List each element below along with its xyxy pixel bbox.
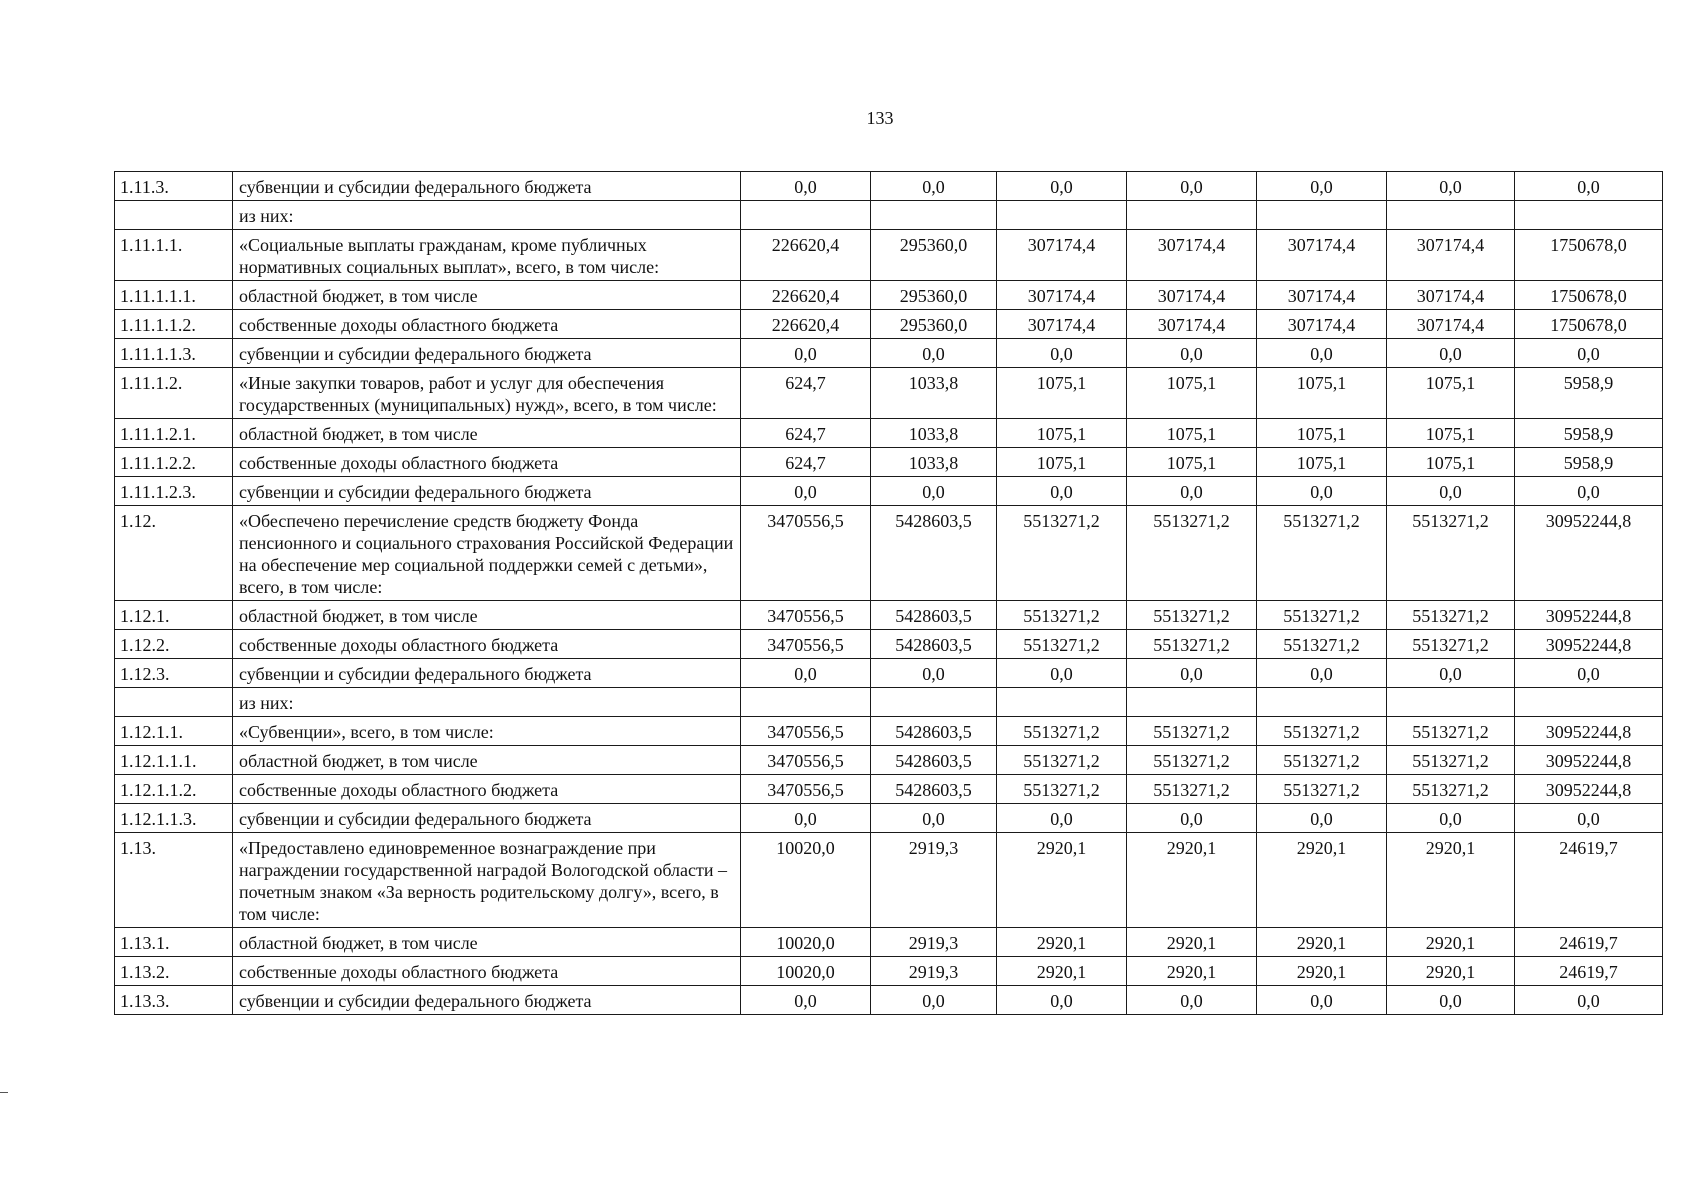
row-label: «Предоставлено единовременное вознаграждение при награждении государственной наградой Вологодской области – почетным знаком «За верность родительскому долгу», всего, в том числе: xyxy=(233,833,741,928)
table-row xyxy=(115,172,1663,201)
value-cell: 5428603,5 xyxy=(871,601,997,630)
value-cell: 3470556,5 xyxy=(741,717,871,746)
table-row xyxy=(115,630,1663,659)
row-code: 1.12. xyxy=(115,506,233,601)
row-code: 1.13.2. xyxy=(115,957,233,986)
value-cell: 0,0 xyxy=(1387,477,1515,506)
value-cell: 0,0 xyxy=(997,986,1127,1015)
value-cell: 307174,4 xyxy=(997,281,1127,310)
value-cell: 1033,8 xyxy=(871,419,997,448)
value-cell: 1075,1 xyxy=(1257,419,1387,448)
value-cell: 307174,4 xyxy=(1257,281,1387,310)
value-cell: 3470556,5 xyxy=(741,775,871,804)
value-cell: 1075,1 xyxy=(1127,419,1257,448)
value-cell: 30952244,8 xyxy=(1515,717,1663,746)
value-cell: 5513271,2 xyxy=(1127,506,1257,601)
value-cell: 2920,1 xyxy=(1127,833,1257,928)
value-cell xyxy=(871,688,997,717)
value-cell: 5513271,2 xyxy=(1257,506,1387,601)
value-cell: 0,0 xyxy=(997,659,1127,688)
row-code: 1.12.1.1.2. xyxy=(115,775,233,804)
value-cell: 295360,0 xyxy=(871,310,997,339)
value-cell xyxy=(1387,688,1515,717)
value-cell: 0,0 xyxy=(741,986,871,1015)
row-code: 1.12.3. xyxy=(115,659,233,688)
row-label: областной бюджет, в том числе xyxy=(233,601,741,630)
value-cell: 2919,3 xyxy=(871,833,997,928)
value-cell: 1750678,0 xyxy=(1515,281,1663,310)
value-cell: 5428603,5 xyxy=(871,630,997,659)
value-cell: 0,0 xyxy=(1257,477,1387,506)
value-cell: 30952244,8 xyxy=(1515,601,1663,630)
value-cell: 5513271,2 xyxy=(1127,746,1257,775)
table-row xyxy=(115,477,1663,506)
value-cell: 5958,9 xyxy=(1515,368,1663,419)
row-code: 1.11.3. xyxy=(115,172,233,201)
value-cell xyxy=(1257,688,1387,717)
row-code: 1.11.1.2. xyxy=(115,368,233,419)
table-row xyxy=(115,339,1663,368)
value-cell: 5428603,5 xyxy=(871,746,997,775)
value-cell xyxy=(1127,201,1257,230)
row-code: 1.12.1.1. xyxy=(115,717,233,746)
value-cell: 0,0 xyxy=(1127,659,1257,688)
row-code: 1.12.1. xyxy=(115,601,233,630)
value-cell: 5513271,2 xyxy=(1387,630,1515,659)
value-cell: 0,0 xyxy=(871,804,997,833)
table-row xyxy=(115,506,1663,601)
value-cell: 295360,0 xyxy=(871,281,997,310)
value-cell: 0,0 xyxy=(1127,804,1257,833)
value-cell: 1075,1 xyxy=(1127,368,1257,419)
value-cell: 10020,0 xyxy=(741,928,871,957)
row-label: областной бюджет, в том числе xyxy=(233,281,741,310)
row-label: субвенции и субсидии федерального бюджета xyxy=(233,659,741,688)
value-cell: 1750678,0 xyxy=(1515,310,1663,339)
value-cell: 0,0 xyxy=(1127,986,1257,1015)
table-row xyxy=(115,448,1663,477)
row-label: областной бюджет, в том числе xyxy=(233,928,741,957)
value-cell: 1075,1 xyxy=(1387,419,1515,448)
row-code: 1.12.1.1.3. xyxy=(115,804,233,833)
value-cell: 0,0 xyxy=(741,804,871,833)
value-cell: 0,0 xyxy=(1127,339,1257,368)
row-label: субвенции и субсидии федерального бюджета xyxy=(233,172,741,201)
value-cell: 0,0 xyxy=(1515,659,1663,688)
value-cell: 226620,4 xyxy=(741,230,871,281)
value-cell: 5958,9 xyxy=(1515,448,1663,477)
value-cell: 0,0 xyxy=(1387,804,1515,833)
table-row xyxy=(115,230,1663,281)
value-cell xyxy=(1387,201,1515,230)
value-cell: 0,0 xyxy=(1515,477,1663,506)
value-cell: 2920,1 xyxy=(1127,957,1257,986)
table-row xyxy=(115,928,1663,957)
row-code: 1.11.1.1. xyxy=(115,230,233,281)
value-cell: 0,0 xyxy=(741,477,871,506)
value-cell: 226620,4 xyxy=(741,310,871,339)
value-cell: 1075,1 xyxy=(997,419,1127,448)
value-cell: 5513271,2 xyxy=(1257,601,1387,630)
value-cell xyxy=(1127,688,1257,717)
table-row xyxy=(115,601,1663,630)
value-cell: 1075,1 xyxy=(997,448,1127,477)
table-row xyxy=(115,775,1663,804)
value-cell: 307174,4 xyxy=(1257,230,1387,281)
value-cell: 2920,1 xyxy=(1387,957,1515,986)
value-cell: 5513271,2 xyxy=(1387,746,1515,775)
value-cell: 0,0 xyxy=(1257,339,1387,368)
value-cell: 0,0 xyxy=(871,986,997,1015)
value-cell: 2920,1 xyxy=(997,833,1127,928)
row-code: 1.13.3. xyxy=(115,986,233,1015)
value-cell: 5513271,2 xyxy=(997,746,1127,775)
value-cell: 1075,1 xyxy=(1387,368,1515,419)
value-cell: 24619,7 xyxy=(1515,928,1663,957)
value-cell xyxy=(741,201,871,230)
value-cell: 624,7 xyxy=(741,368,871,419)
row-label: субвенции и субсидии федерального бюджета xyxy=(233,477,741,506)
row-label: субвенции и субсидии федерального бюджета xyxy=(233,339,741,368)
value-cell: 1033,8 xyxy=(871,448,997,477)
row-code: 1.11.1.2.1. xyxy=(115,419,233,448)
value-cell: 0,0 xyxy=(1387,659,1515,688)
value-cell: 0,0 xyxy=(1257,804,1387,833)
value-cell: 0,0 xyxy=(1515,804,1663,833)
value-cell: 0,0 xyxy=(741,172,871,201)
value-cell xyxy=(741,688,871,717)
table-row xyxy=(115,717,1663,746)
row-code: 1.11.1.2.3. xyxy=(115,477,233,506)
row-label: собственные доходы областного бюджета xyxy=(233,775,741,804)
value-cell: 5513271,2 xyxy=(997,601,1127,630)
value-cell: 3470556,5 xyxy=(741,601,871,630)
row-code: 1.11.1.2.2. xyxy=(115,448,233,477)
value-cell: 2919,3 xyxy=(871,957,997,986)
value-cell: 24619,7 xyxy=(1515,833,1663,928)
value-cell: 5513271,2 xyxy=(997,506,1127,601)
table-row xyxy=(115,659,1663,688)
table-body xyxy=(115,172,1663,1015)
value-cell: 307174,4 xyxy=(1387,310,1515,339)
row-label: собственные доходы областного бюджета xyxy=(233,310,741,339)
value-cell: 5428603,5 xyxy=(871,506,997,601)
row-label: из них: xyxy=(233,688,741,717)
value-cell: 5513271,2 xyxy=(997,717,1127,746)
table-row xyxy=(115,310,1663,339)
value-cell: 1075,1 xyxy=(997,368,1127,419)
table-row xyxy=(115,201,1663,230)
value-cell: 30952244,8 xyxy=(1515,746,1663,775)
value-cell: 30952244,8 xyxy=(1515,775,1663,804)
value-cell: 307174,4 xyxy=(1387,281,1515,310)
value-cell: 307174,4 xyxy=(997,310,1127,339)
value-cell: 5513271,2 xyxy=(1127,630,1257,659)
value-cell: 5513271,2 xyxy=(1127,717,1257,746)
value-cell: 3470556,5 xyxy=(741,746,871,775)
row-code: 1.11.1.1.3. xyxy=(115,339,233,368)
row-code xyxy=(115,201,233,230)
value-cell: 0,0 xyxy=(997,339,1127,368)
value-cell: 2920,1 xyxy=(1257,833,1387,928)
value-cell: 2919,3 xyxy=(871,928,997,957)
value-cell: 5513271,2 xyxy=(997,630,1127,659)
value-cell: 307174,4 xyxy=(1127,230,1257,281)
value-cell: 5513271,2 xyxy=(1127,601,1257,630)
value-cell: 0,0 xyxy=(871,659,997,688)
row-label: «Иные закупки товаров, работ и услуг для обеспечения государственных (муниципальных) нужд», всего, в том числе: xyxy=(233,368,741,419)
value-cell: 0,0 xyxy=(1387,172,1515,201)
value-cell: 10020,0 xyxy=(741,833,871,928)
value-cell: 0,0 xyxy=(741,659,871,688)
value-cell: 0,0 xyxy=(741,339,871,368)
value-cell: 5513271,2 xyxy=(997,775,1127,804)
row-label: «Субвенции», всего, в том числе: xyxy=(233,717,741,746)
value-cell: 5513271,2 xyxy=(1387,506,1515,601)
value-cell: 0,0 xyxy=(997,172,1127,201)
value-cell: 2920,1 xyxy=(997,928,1127,957)
value-cell: 5513271,2 xyxy=(1257,746,1387,775)
value-cell: 5513271,2 xyxy=(1387,601,1515,630)
value-cell: 2920,1 xyxy=(1127,928,1257,957)
value-cell: 0,0 xyxy=(1515,172,1663,201)
value-cell: 10020,0 xyxy=(741,957,871,986)
row-label: собственные доходы областного бюджета xyxy=(233,630,741,659)
row-code: 1.12.1.1.1. xyxy=(115,746,233,775)
value-cell: 1033,8 xyxy=(871,368,997,419)
table-row xyxy=(115,368,1663,419)
value-cell xyxy=(997,201,1127,230)
value-cell: 2920,1 xyxy=(1257,957,1387,986)
value-cell: 5513271,2 xyxy=(1387,775,1515,804)
value-cell: 2920,1 xyxy=(1257,928,1387,957)
value-cell xyxy=(997,688,1127,717)
value-cell: 1075,1 xyxy=(1127,448,1257,477)
value-cell: 0,0 xyxy=(997,477,1127,506)
value-cell: 624,7 xyxy=(741,419,871,448)
value-cell: 0,0 xyxy=(1127,477,1257,506)
table-row xyxy=(115,833,1663,928)
value-cell: 0,0 xyxy=(1257,659,1387,688)
value-cell: 5513271,2 xyxy=(1257,717,1387,746)
value-cell: 1075,1 xyxy=(1257,368,1387,419)
row-code: 1.11.1.1.1. xyxy=(115,281,233,310)
value-cell: 0,0 xyxy=(1515,986,1663,1015)
value-cell: 624,7 xyxy=(741,448,871,477)
value-cell: 226620,4 xyxy=(741,281,871,310)
row-code: 1.12.2. xyxy=(115,630,233,659)
row-code xyxy=(115,688,233,717)
value-cell: 0,0 xyxy=(871,339,997,368)
value-cell: 1075,1 xyxy=(1257,448,1387,477)
value-cell: 5958,9 xyxy=(1515,419,1663,448)
row-code: 1.13. xyxy=(115,833,233,928)
value-cell: 30952244,8 xyxy=(1515,506,1663,601)
row-label: «Обеспечено перечисление средств бюджету Фонда пенсионного и социального страхования Российской Федерации на обеспечение мер социальной поддержки семей с детьми», всего, в том числе: xyxy=(233,506,741,601)
value-cell: 3470556,5 xyxy=(741,630,871,659)
value-cell: 307174,4 xyxy=(1257,310,1387,339)
row-label: областной бюджет, в том числе xyxy=(233,746,741,775)
value-cell: 0,0 xyxy=(997,804,1127,833)
value-cell: 307174,4 xyxy=(1127,310,1257,339)
value-cell: 0,0 xyxy=(1515,339,1663,368)
value-cell: 0,0 xyxy=(1127,172,1257,201)
value-cell: 2920,1 xyxy=(1387,833,1515,928)
row-code: 1.13.1. xyxy=(115,928,233,957)
value-cell: 1075,1 xyxy=(1387,448,1515,477)
value-cell: 307174,4 xyxy=(1387,230,1515,281)
table-row xyxy=(115,419,1663,448)
value-cell: 2920,1 xyxy=(997,957,1127,986)
value-cell: 0,0 xyxy=(871,172,997,201)
value-cell: 0,0 xyxy=(1387,339,1515,368)
table-row xyxy=(115,688,1663,717)
value-cell: 0,0 xyxy=(1387,986,1515,1015)
value-cell: 0,0 xyxy=(871,477,997,506)
table-row xyxy=(115,804,1663,833)
budget-table xyxy=(114,171,1663,1015)
value-cell: 5428603,5 xyxy=(871,717,997,746)
table-row xyxy=(115,957,1663,986)
row-label: субвенции и субсидии федерального бюджета xyxy=(233,986,741,1015)
row-label: собственные доходы областного бюджета xyxy=(233,448,741,477)
value-cell: 3470556,5 xyxy=(741,506,871,601)
value-cell: 0,0 xyxy=(1257,986,1387,1015)
row-code: 1.11.1.1.2. xyxy=(115,310,233,339)
value-cell: 5513271,2 xyxy=(1127,775,1257,804)
value-cell: 2920,1 xyxy=(1387,928,1515,957)
value-cell: 5428603,5 xyxy=(871,775,997,804)
value-cell xyxy=(1257,201,1387,230)
value-cell: 5513271,2 xyxy=(1387,717,1515,746)
value-cell xyxy=(871,201,997,230)
table-row xyxy=(115,746,1663,775)
table-row xyxy=(115,986,1663,1015)
table-row xyxy=(115,281,1663,310)
scan-edge-mark xyxy=(0,1092,8,1093)
row-label: «Социальные выплаты гражданам, кроме публичных нормативных социальных выплат», всего, в том числе: xyxy=(233,230,741,281)
row-label: областной бюджет, в том числе xyxy=(233,419,741,448)
value-cell: 5513271,2 xyxy=(1257,775,1387,804)
value-cell: 0,0 xyxy=(1257,172,1387,201)
row-label: из них: xyxy=(233,201,741,230)
value-cell: 30952244,8 xyxy=(1515,630,1663,659)
value-cell: 1750678,0 xyxy=(1515,230,1663,281)
value-cell: 307174,4 xyxy=(1127,281,1257,310)
value-cell xyxy=(1515,688,1663,717)
page-number: 133 xyxy=(866,108,894,128)
row-label: субвенции и субсидии федерального бюджета xyxy=(233,804,741,833)
value-cell xyxy=(1515,201,1663,230)
value-cell: 24619,7 xyxy=(1515,957,1663,986)
row-label: собственные доходы областного бюджета xyxy=(233,957,741,986)
value-cell: 5513271,2 xyxy=(1257,630,1387,659)
value-cell: 307174,4 xyxy=(997,230,1127,281)
value-cell: 295360,0 xyxy=(871,230,997,281)
